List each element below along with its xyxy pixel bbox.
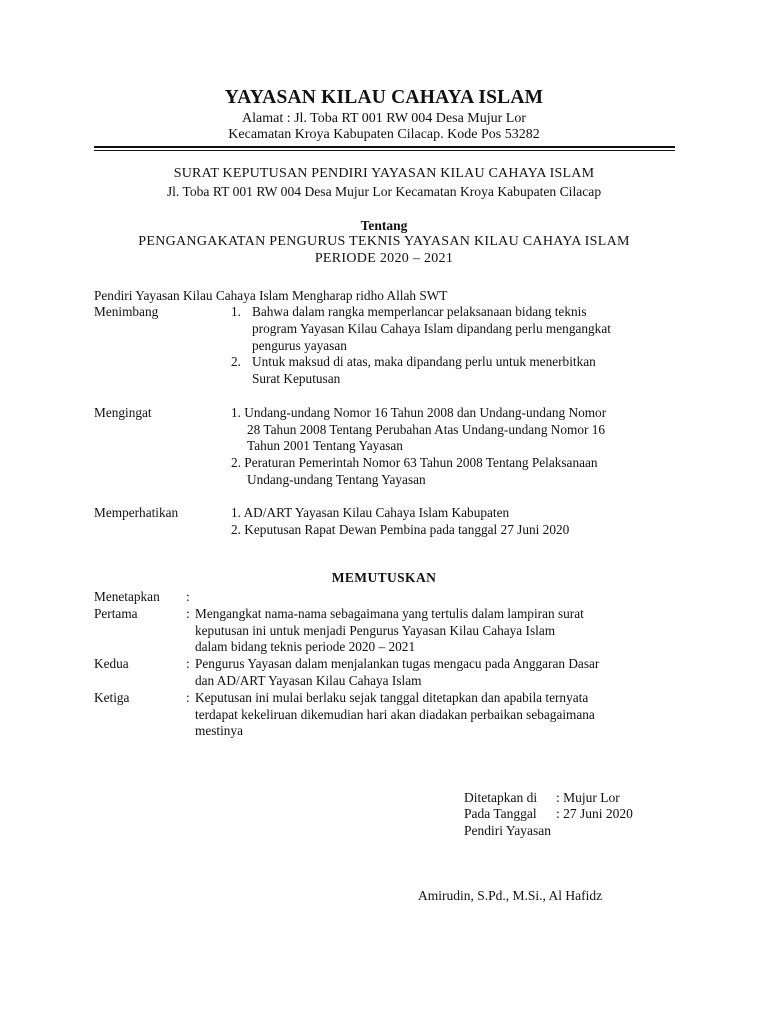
memperhatikan-label: Memperhatikan bbox=[94, 505, 179, 520]
ketiga-line3: mestinya bbox=[195, 723, 244, 738]
menetapkan-label: Menetapkan bbox=[94, 589, 160, 604]
org-name: YAYASAN KILAU CAHAYA ISLAM bbox=[224, 87, 544, 108]
memperhatikan-item2: 2. Keputusan Rapat Dewan Pembina pada tanggal 27 Juni 2020 bbox=[231, 522, 570, 537]
signature-place-value: : Mujur Lor bbox=[556, 790, 620, 805]
subject-line1: PENGANGAKATAN PENGURUS TEKNIS YAYASAN KILAU CAHAYA ISLAM bbox=[138, 234, 630, 249]
about-label: Tentang bbox=[360, 218, 408, 233]
preamble: Pendiri Yayasan Kilau Cahaya Islam Mengharap ridho Allah SWT bbox=[94, 288, 448, 303]
menimbang-item1-line1: Bahwa dalam rangka memperlancar pelaksanaan bidang teknis bbox=[252, 304, 587, 319]
menimbang-item2-line1: Untuk maksud di atas, maka dipandang perlu untuk menerbitkan bbox=[252, 354, 596, 369]
menimbang-label: Menimbang bbox=[94, 304, 159, 319]
pertama-line2: keputusan ini untuk menjadi Pengurus Yayasan Kilau Cahaya Islam bbox=[195, 623, 556, 638]
ketiga-label: Ketiga bbox=[94, 690, 130, 705]
mengingat-item1-line2: 28 Tahun 2008 Tentang Perubahan Atas Undang-undang Nomor 16 bbox=[247, 422, 606, 437]
ketiga-line1: Keputusan ini mulai berlaku sejak tanggal ditetapkan dan apabila ternyata bbox=[195, 690, 589, 705]
decree-title: SURAT KEPUTUSAN PENDIRI YAYASAN KILAU CAHAYA ISLAM bbox=[173, 166, 595, 181]
memperhatikan-item1: 1. AD/ART Yayasan Kilau Cahaya Islam Kabupaten bbox=[231, 505, 510, 520]
menimbang-item1-line2: program Yayasan Kilau Cahaya Islam dipandang perlu mengangkat bbox=[252, 321, 611, 336]
signature-place-label: Ditetapkan di bbox=[464, 790, 538, 805]
decision-heading: MEMUTUSKAN bbox=[331, 570, 437, 585]
ketiga-line2: terdapat kekeliruan dikemudian hari akan diadakan perbaikan sebagaimana bbox=[195, 707, 595, 722]
signatory-name: Amirudin, S.Pd., M.Si., Al Hafidz bbox=[418, 888, 603, 903]
ketiga-colon: : bbox=[186, 690, 190, 705]
kedua-label: Kedua bbox=[94, 656, 129, 671]
menimbang-item2-line2: Surat Keputusan bbox=[252, 371, 341, 386]
kedua-colon: : bbox=[186, 656, 190, 671]
menimbang-item1-line3: pengurus yayasan bbox=[252, 338, 347, 353]
signature-date-value: : 27 Juni 2020 bbox=[556, 806, 633, 821]
mengingat-item1-line3: Tahun 2001 Tentang Yayasan bbox=[247, 438, 403, 453]
kedua-line1: Pengurus Yayasan dalam menjalankan tugas mengacu pada Anggaran Dasar bbox=[195, 656, 600, 671]
letterhead-divider-thick bbox=[94, 146, 675, 148]
org-address-line1: Alamat : Jl. Toba RT 001 RW 004 Desa Mujur Lor bbox=[242, 111, 526, 126]
menetapkan-colon: : bbox=[186, 589, 190, 604]
menimbang-item2-number: 2. bbox=[231, 354, 241, 369]
pertama-colon: : bbox=[186, 606, 190, 621]
decree-address: Jl. Toba RT 001 RW 004 Desa Mujur Lor Kecamatan Kroya Kabupaten Cilacap bbox=[166, 184, 602, 199]
subject-line2: PERIODE 2020 – 2021 bbox=[314, 251, 454, 266]
kedua-line2: dan AD/ART Yayasan Kilau Cahaya Islam bbox=[195, 673, 422, 688]
pertama-label: Pertama bbox=[94, 606, 138, 621]
mengingat-item1-line1: 1. Undang-undang Nomor 16 Tahun 2008 dan Undang-undang Nomor bbox=[231, 405, 607, 420]
menimbang-item1-number: 1. bbox=[231, 304, 241, 319]
mengingat-label: Mengingat bbox=[94, 405, 152, 420]
pertama-line3: dalam bidang teknis periode 2020 – 2021 bbox=[195, 639, 416, 654]
letterhead-divider-thin bbox=[94, 150, 675, 151]
signature-role: Pendiri Yayasan bbox=[464, 823, 551, 838]
pertama-line1: Mengangkat nama-nama sebagaimana yang tertulis dalam lampiran surat bbox=[195, 606, 584, 621]
mengingat-item2-line2: Undang-undang Tentang Yayasan bbox=[247, 472, 426, 487]
org-address-line2: Kecamatan Kroya Kabupaten Cilacap. Kode Pos 53282 bbox=[228, 127, 540, 142]
signature-date-label: Pada Tanggal bbox=[464, 806, 537, 821]
mengingat-item2-line1: 2. Peraturan Pemerintah Nomor 63 Tahun 2008 Tentang Pelaksanaan bbox=[231, 455, 598, 470]
